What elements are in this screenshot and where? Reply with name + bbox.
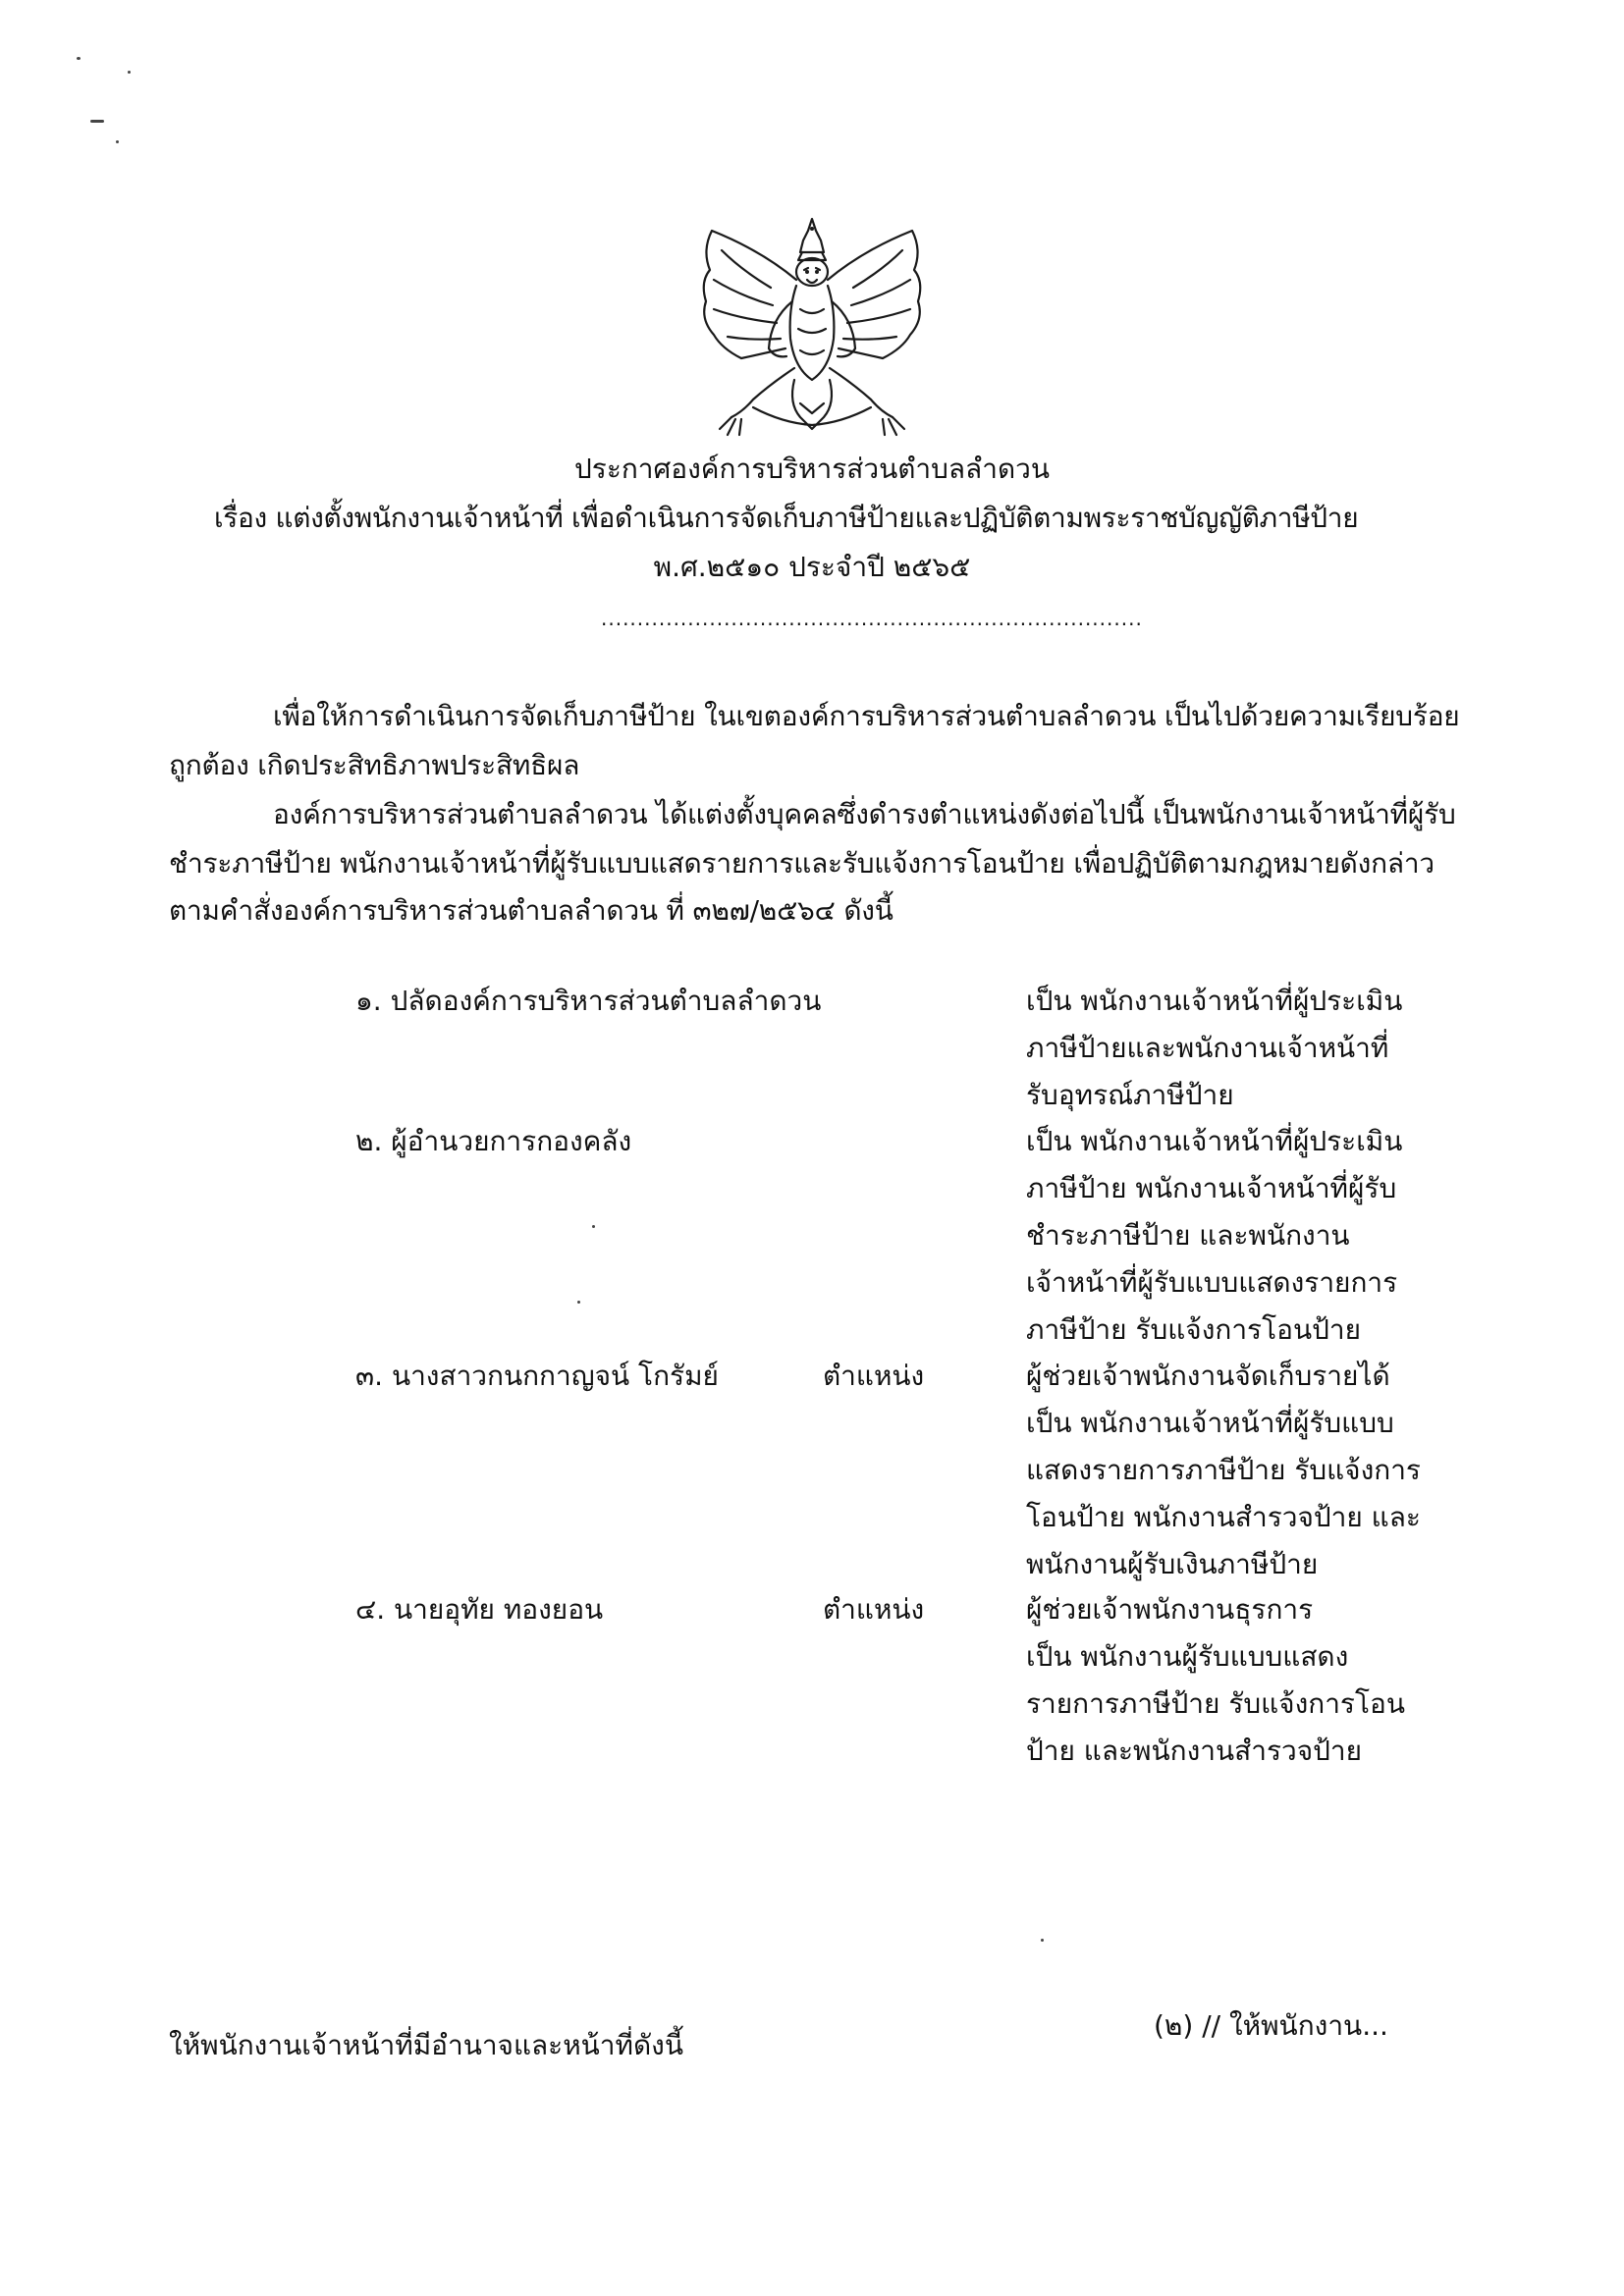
scan-speck [592, 1225, 595, 1228]
duty-line: เจ้าหน้าที่ผู้รับแบบแสดงรายการ [1026, 1266, 1398, 1299]
position-label: ตำแหน่ง [823, 1360, 925, 1392]
page-continuation-marker: (๒) // ให้พนักงาน... [1154, 2009, 1388, 2042]
duty-line: ผู้ช่วยเจ้าพนักงานจัดเก็บรายได้ [1026, 1360, 1390, 1392]
appointee-duties [1026, 1118, 1438, 1354]
scan-speck [90, 120, 104, 123]
appointee-item: ๑. ปลัดองค์การบริหารส่วนตำบลลำดวน [355, 985, 822, 1017]
divider-dots: ........................................................................... [601, 607, 1143, 630]
duty-line: รับอุทรณ์ภาษีป้าย [1026, 1079, 1234, 1111]
duty-line: เป็น พนักงานเจ้าหน้าที่ผู้ประเมิน [1026, 985, 1403, 1017]
scan-speck [577, 1301, 580, 1304]
footer-continuation-text: ให้พนักงานเจ้าหน้าที่มีอำนาจและหน้าที่ดังนี้ [169, 2029, 683, 2061]
scan-speck [116, 140, 119, 143]
paragraph-1-line-1: เพื่อให้การดำเนินการจัดเก็บภาษีป้าย ในเขตองค์การบริหารส่วนตำบลลำดวน เป็นไปด้วยความเรียบร้อย [273, 700, 1460, 732]
duty-line: พนักงานผู้รับเงินภาษีป้าย [1026, 1548, 1319, 1580]
duty-line: ป้าย และพนักงานสำรวจป้าย [1026, 1735, 1363, 1767]
duty-line: เป็น พนักงานเจ้าหน้าที่ผู้รับแบบ [1026, 1407, 1394, 1439]
position-label: ตำแหน่ง [823, 1593, 925, 1626]
duty-line: ภาษีป้าย รับแจ้งการโอนป้าย [1026, 1313, 1361, 1346]
duty-line: ชำระภาษีป้าย และพนักงาน [1026, 1219, 1350, 1252]
garuda-emblem-icon [692, 211, 933, 442]
paragraph-2-line-3: ตามคำสั่งองค์การบริหารส่วนตำบลลำดวน ที่ ๓๒๗/๒๕๖๔ ดังนี้ [169, 894, 893, 927]
appointee-item: ๔. นายอุทัย ทองยอน [355, 1593, 604, 1626]
appointee-item: ๒. ผู้อำนวยการกองคลัง [355, 1125, 632, 1157]
appointee-item: ๓. นางสาวกนกกาญจน์ โกรัมย์ [355, 1360, 719, 1392]
duty-line: โอนป้าย พนักงานสำรวจป้าย และ [1026, 1501, 1421, 1533]
scan-speck [1041, 1939, 1044, 1942]
duty-line: แสดงรายการภาษีป้าย รับแจ้งการ [1026, 1454, 1421, 1486]
subject-line: เรื่อง แต่งตั้งพนักงานเจ้าหน้าที่ เพื่อดำเนินการจัดเก็บภาษีป้ายและปฏิบัติตามพระราชบัญญัติภาษีป้าย [214, 502, 1359, 534]
appointee-duties [1026, 1586, 1438, 1775]
scan-speck [128, 71, 131, 74]
duty-line: เป็น พนักงานผู้รับแบบแสดง [1026, 1640, 1349, 1673]
duty-line: เป็น พนักงานเจ้าหน้าที่ผู้ประเมิน [1026, 1125, 1403, 1157]
subject-continuation: พ.ศ.๒๕๑๐ ประจำปี ๒๕๖๕ [653, 551, 971, 583]
duty-line: ผู้ช่วยเจ้าพนักงานธุรการ [1026, 1593, 1314, 1626]
announcement-title: ประกาศองค์การบริหารส่วนตำบลลำดวน [574, 453, 1050, 485]
duty-line: ภาษีป้าย พนักงานเจ้าหน้าที่ผู้รับ [1026, 1172, 1397, 1204]
scan-speck [77, 57, 81, 60]
appointee-duties [1026, 978, 1438, 1119]
duty-line: รายการภาษีป้าย รับแจ้งการโอน [1026, 1687, 1405, 1720]
appointee-duties [1026, 1353, 1438, 1588]
paragraph-1-line-2: ถูกต้อง เกิดประสิทธิภาพประสิทธิผล [169, 749, 580, 781]
duty-line: ภาษีป้ายและพนักงานเจ้าหน้าที่ [1026, 1032, 1389, 1064]
paragraph-2-line-1: องค์การบริหารส่วนตำบลลำดวน ได้แต่งตั้งบุคคลซึ่งดำรงตำแหน่งดังต่อไปนี้ เป็นพนักงานเจ้าหน้าที่ผู้รับ [273, 798, 1456, 830]
paragraph-2-line-2: ชำระภาษีป้าย พนักงานเจ้าหน้าที่ผู้รับแบบแสดรายการและรับแจ้งการโอนป้าย เพื่อปฏิบัติตามกฎหมายดังกล่าว [169, 847, 1435, 880]
